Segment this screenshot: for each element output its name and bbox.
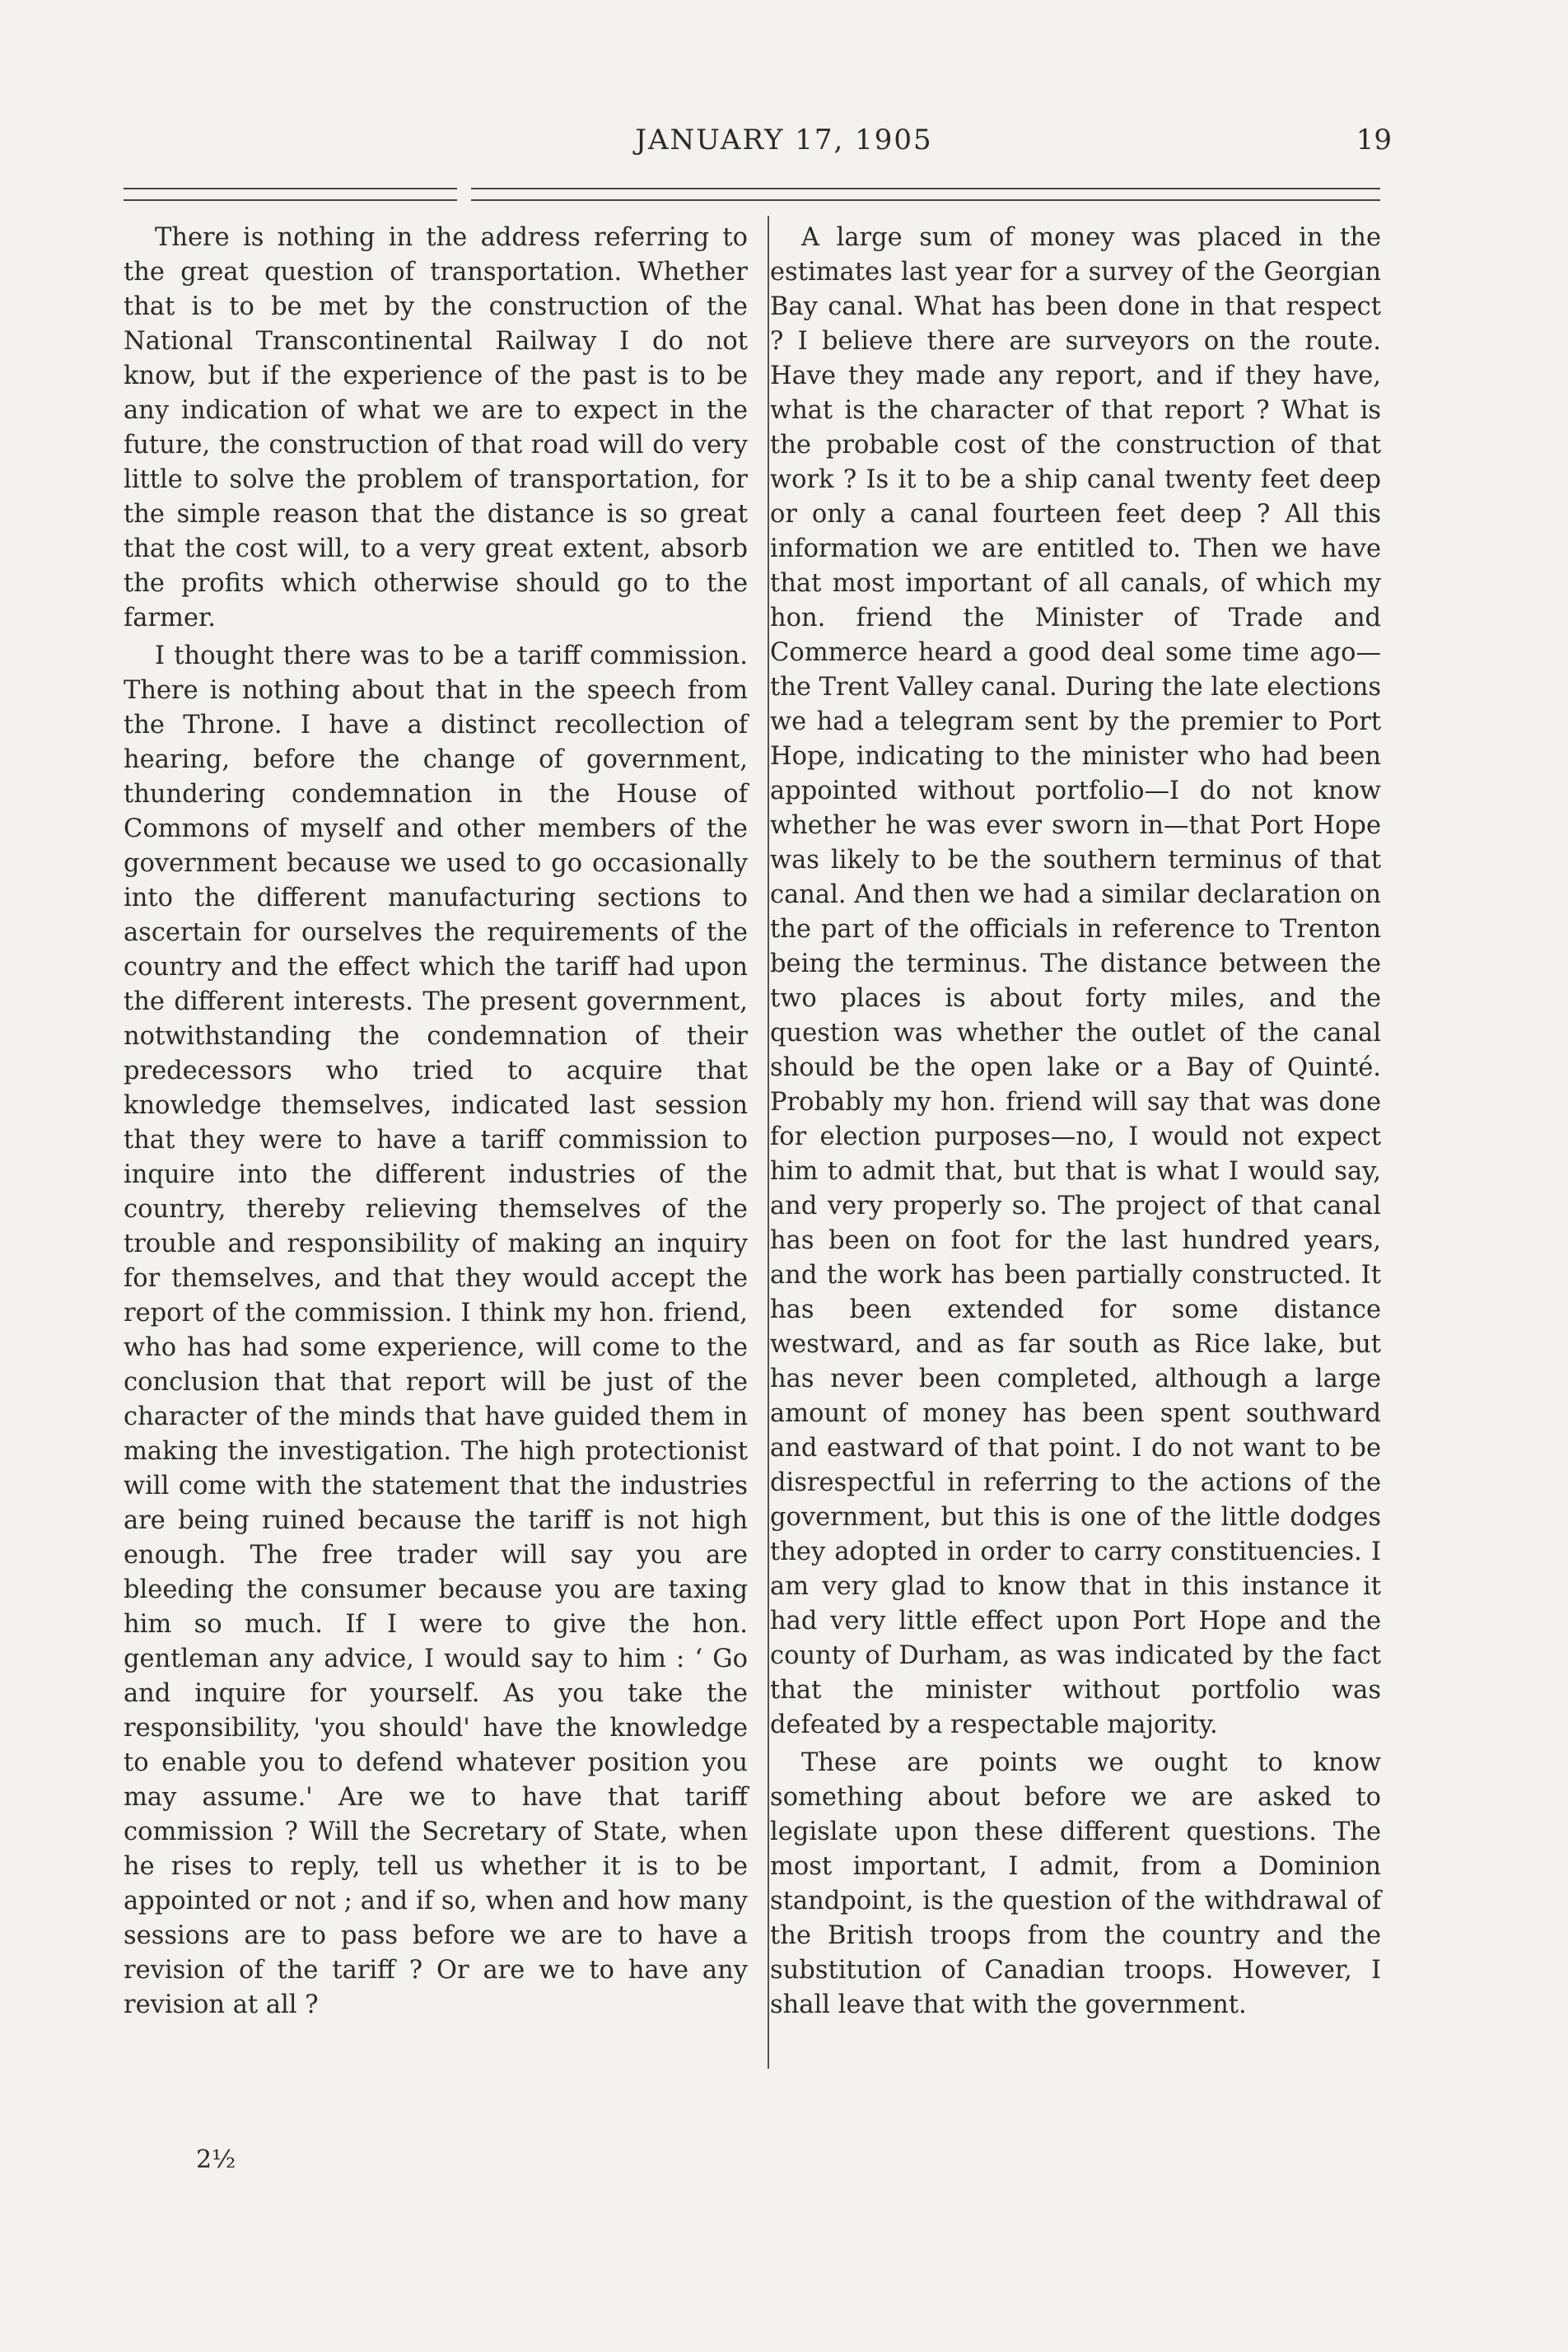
paragraph: I thought there was to be a tariff commission. There is nothing about that in the speech from the Throne. I have a distinct recollection of hearing, before the change of government, thundering condemnation in the House of Commons of myself and other members of the government because we used to go occasionally into the different manufacturing sections to ascertain for ourselves the requirements of the country and the effect which the tariff had upon the different interests. The present government, notwithstanding the condemnation of their predecessors who tried to acquire that knowledge themselves, indicated last session that they were to have a tariff commission to inquire into the different industries of the country, thereby relieving themselves of the trouble and responsibility of making an inquiry for themselves, and that they would accept the report of the commission. I think my hon. friend, who has had some experience, will come to the conclusion that that report will be just of the character of the minds that have guided them in making the investigation. The high protectionist will come with the statement that the industries are being ruined because the tariff is not high enough. The free trader will say you are bleeding the consumer because you are taxing him so much. If I were to give the hon. gentleman any advice, I would say to him : ‘ Go and inquire for yourself. As you take the responsibility, 'you should' have the knowledge to enable you to defend whatever position you may assume.' Are we to have that tariff commission ? Will the Secretary of State, when he rises to reply, tell us whether it is to be appointed or not ; and if so, when and how many sessions are to pass before we are to have a revision of the tariff ? Or are we to have any revision at all ? [124, 642, 748, 2019]
column-divider [768, 216, 769, 2069]
header-rule-right [471, 188, 1380, 201]
header-rule-left [124, 188, 457, 201]
paragraph: There is nothing in the address referring to the great question of transportation. Whether that is to be met by the construction of the National Transcontinental Railway I do not know, but if the experience of the past is to be any indication of what we are to expect in the future, the construction of that road will do very little to solve the problem of transportation, for the simple reason that the distance is so great that the cost will, to a very great extent, absorb the profits which otherwise should go to the farmer. [124, 223, 748, 632]
page-number: 19 [1356, 124, 1392, 156]
paragraph: A large sum of money was placed in the estimates last year for a survey of the Georgian Bay canal. What has been done in that respect ? I believe there are surveyors on the route. Have they made any report, and if they have, what is the character of that report ? What is the probable cost of the construction of that work ? Is it to be a ship canal twenty feet deep or only a canal fourteen feet deep ? All this information we are entitled to. Then we have that most important of all canals, of which my hon. friend the Minister of Trade and Commerce heard a good deal some time ago—the Trent Valley canal. During the late elections we had a telegram sent by the premier to Port Hope, indicating to the minister who had been appointed without portfolio—I do not know whether he was ever sworn in—that Port Hope was likely to be the southern terminus of that canal. And then we had a similar declaration on the part of the officials in reference to Trenton being the terminus. The distance between the two places is about forty miles, and the question was whether the outlet of the canal should be the open lake or a Bay of Quinté. Probably my hon. friend will say that was done for election purposes—no, I would not expect him to admit that, but that is what I would say, and very properly so. The project of that canal has been on foot for the last hundred years, and the work has been partially constructed. It has been extended for some distance westward, and as far south as Rice lake, but has never been completed, although a large amount of money has been spent southward and eastward of that point. I do not want to be disrespectful in referring to the actions of the government, but this is one of the little dodges they adopted in order to carry constituencies. I am very glad to know that in this instance it had very little effect upon Port Hope and the county of Durham, as was indicated by the fact that the minister without portfolio was defeated by a respectable majority. [770, 223, 1381, 1739]
paragraph: These are points we ought to know something about before we are asked to legislate upon these different questions. The most important, I admit, from a Dominion standpoint, is the question of the withdrawal of the British troops from the country and the substitution of Canadian troops. However, I shall leave that with the government. [770, 1748, 1381, 2019]
signature-mark: 2½ [196, 2145, 236, 2174]
page-date: JANUARY 17, 1905 [635, 124, 933, 156]
left-column [124, 221, 748, 2026]
right-column [770, 221, 1381, 2026]
